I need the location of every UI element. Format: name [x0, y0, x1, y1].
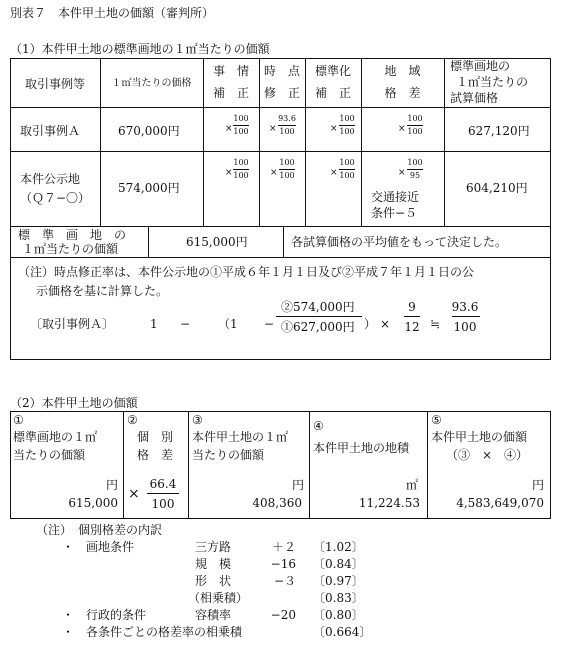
formula-approx: ≒ [430, 317, 441, 331]
bullet: ・ [62, 540, 75, 554]
times-sign: × [330, 168, 338, 178]
item-val: −16 [270, 557, 296, 571]
header-trial-3: 試算価格 [450, 91, 499, 105]
header-time-1: 時 点 [263, 64, 300, 78]
header-area-1: 地 域 [384, 64, 421, 78]
col2-denominator: 100 [151, 497, 175, 511]
row2-area-note-1: 交通接近 [371, 190, 420, 204]
row2-area-note-2: 条件−５ [371, 206, 418, 220]
row1-label: 取引事例Ａ [20, 124, 81, 138]
row2-standard-fraction: 100 100 [339, 158, 355, 180]
col1-mark: ① [13, 413, 24, 427]
header-standard-1: 標準化 [314, 64, 351, 78]
col2-label-2: 格 差 [137, 448, 174, 462]
item-val: −20 [270, 608, 296, 622]
page-title: 別表７ 本件甲土地の価額（審判所） [10, 6, 215, 20]
formula-minus-inner: − [264, 317, 275, 331]
row1-price: 670,000円 [118, 124, 180, 138]
times-sign: × [269, 124, 277, 134]
col1-unit: 円 [106, 478, 119, 492]
row1-standard-fraction: 100 100 [339, 114, 355, 136]
row2-area-fraction: 100 95 [407, 158, 423, 180]
header-standard-2: 補 正 [314, 86, 351, 100]
row2-label-1: 本件公示地 [20, 172, 81, 186]
col2-numerator: 66.4 [149, 477, 177, 491]
row2-label-2: （Ｑ７−〇） [20, 191, 91, 205]
formula-fraction-den: 12 [404, 320, 420, 334]
col3-mark: ③ [192, 413, 203, 427]
col2-mark: ② [127, 413, 138, 427]
row2-result: 604,210円 [466, 181, 528, 195]
breakdown-heading: （注） 個別格差の内訳 [36, 523, 163, 537]
std-label-2: １㎡当たりの価額 [22, 242, 119, 256]
row1-result: 627,120円 [468, 124, 530, 138]
times-sign: × [225, 168, 233, 178]
times-sign: × [270, 168, 278, 178]
item-sub: 容積率 [195, 608, 232, 622]
col4-value: 11,224.53 [358, 496, 420, 510]
note-line-1: （注）時点修正率は、本件公示地の①平成６年１月１日及び②平成７年１月１日の公 [18, 265, 475, 279]
note-line-2: 示価格を基に計算した。 [36, 284, 169, 298]
formula-minus: − [180, 317, 191, 331]
bullet: ・ [62, 625, 75, 639]
col4-unit: ㎡ [406, 478, 419, 492]
section2-heading: （2）本件甲土地の価額 [10, 396, 138, 410]
item-name: 画地条件 [86, 540, 135, 554]
row2-time-fraction: 100 100 [279, 158, 295, 180]
header-circumstance-1: 事 情 [212, 64, 249, 78]
header-transaction: 取引事例等 [24, 77, 85, 91]
col4-mark: ④ [313, 419, 324, 433]
item-rate: 〔0.80〕 [313, 608, 364, 622]
formula-close: ） [364, 317, 377, 331]
header-trial-2: １㎡当たりの [456, 75, 529, 89]
col5-label-1: 本件甲土地の価額 [431, 430, 528, 444]
formula-fraction-num: 9 [408, 300, 416, 314]
item-rate: 〔0.84〕 [313, 557, 364, 571]
col3-value: 408,360 [252, 496, 302, 510]
item-rate: 〔0.97〕 [313, 574, 364, 588]
times-sign: × [225, 124, 233, 134]
section1-heading: （1）本件甲土地の標準画地の１㎡当たりの価額 [10, 42, 270, 56]
bullet: ・ [62, 608, 75, 622]
row2-price: 574,000円 [118, 181, 180, 195]
row1-time-fraction: 93.6 100 [278, 114, 296, 136]
item-val: ＋２ [271, 540, 296, 554]
item-sub: （相乗積） [188, 591, 249, 605]
formula-open: （1 [218, 317, 238, 331]
col3-label-1: 本件甲土地の１㎡ [192, 430, 289, 444]
header-circumstance-2: 補 正 [212, 86, 249, 100]
formula-result-den: 100 [453, 320, 477, 334]
item-sub: 三方路 [195, 540, 232, 554]
col1-label-2: 当たりの価額 [13, 448, 86, 462]
header-time-2: 修 正 [263, 86, 300, 100]
row1-area-fraction: 100 100 [407, 114, 423, 136]
item-name: 各条件ごとの格差率の相乗積 [86, 625, 243, 639]
item-name: 行政的条件 [86, 608, 147, 622]
formula-result-num: 93.6 [451, 300, 479, 314]
std-label-1: 標 準 画 地 の [18, 228, 127, 242]
col3-unit: 円 [292, 478, 305, 492]
formula-label: 〔取引事例Ａ〕 [30, 317, 115, 331]
col2-label-1: 個 別 [137, 430, 174, 444]
col1-value: 615,000 [68, 496, 118, 510]
header-area-2: 格 差 [384, 86, 421, 100]
col4-label-1: 本件甲土地の地積 [313, 441, 410, 455]
item-sub: 規 模 [195, 557, 232, 571]
item-rate: 〔0.664〕 [313, 625, 372, 639]
times-sign: × [330, 124, 338, 134]
formula-times: × [380, 317, 391, 331]
col5-mark: ⑤ [431, 413, 442, 427]
item-val: −３ [273, 574, 296, 588]
formula-one: 1 [150, 317, 158, 331]
col3-label-2: 当たりの価額 [192, 448, 265, 462]
times-sign: × [398, 168, 406, 178]
times-sign: × [398, 124, 406, 134]
std-note: 各試算価格の平均値をもって決定した。 [291, 235, 508, 249]
header-trial-1: 標準画地の [450, 59, 511, 73]
header-unit-price: １㎡当たりの価格 [111, 78, 192, 89]
col5-unit: 円 [532, 478, 545, 492]
col2-times: × [128, 486, 140, 502]
item-sub: 形 状 [195, 574, 232, 588]
item-rate: 〔1.02〕 [313, 540, 364, 554]
col1-label-1: 標準画地の１㎡ [13, 430, 98, 444]
formula-numerator: ②574,000円 [281, 300, 355, 314]
row2-circumstance-fraction: 100 100 [233, 158, 249, 180]
col5-value: 4,583,649,070 [456, 496, 544, 510]
formula-denominator: ①627,000円 [281, 320, 355, 334]
col5-label-2: （③ × ④） [446, 448, 529, 462]
row1-circumstance-fraction: 100 100 [233, 114, 249, 136]
std-value: 615,000円 [186, 235, 248, 249]
item-rate: 〔0.83〕 [313, 591, 364, 605]
